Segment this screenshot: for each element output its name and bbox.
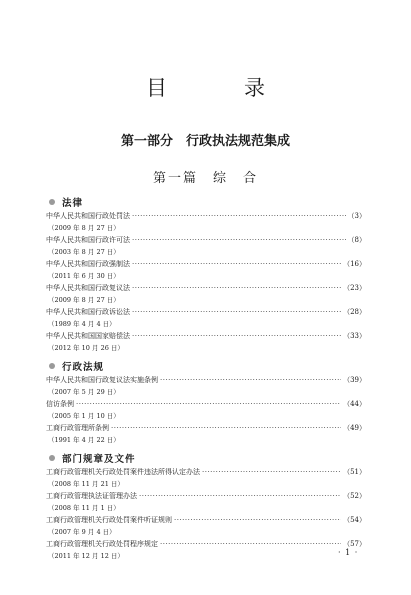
- toc-entry-date: （2003 年 8 月 27 日）: [48, 247, 120, 256]
- toc-entry-date: （2012 年 10 月 26 日）: [48, 343, 124, 352]
- page-title: 目 录: [146, 76, 293, 100]
- toc-entry[interactable]: [46, 330, 366, 343]
- toc-entry-page: （49）: [343, 424, 366, 432]
- toc-section: [46, 358, 366, 446]
- toc-entry-title: 工商行政管理机关行政处罚案件违法所得认定办法: [46, 468, 200, 476]
- toc-entry[interactable]: [46, 466, 366, 479]
- toc-entry-date: （2009 年 8 月 27 日）: [48, 223, 120, 232]
- toc-entry[interactable]: [46, 538, 366, 551]
- section-heading: [46, 194, 366, 210]
- toc-entry[interactable]: [46, 422, 366, 435]
- toc-entry[interactable]: [46, 374, 366, 387]
- toc-entry-title: 中华人民共和国行政强制法: [46, 260, 130, 268]
- page-number: · 1 ·: [338, 548, 359, 557]
- toc-entry-page: （54）: [343, 516, 366, 524]
- section-heading-text: 部门规章及文件: [62, 454, 136, 465]
- toc-entry-page: （57）: [343, 540, 366, 548]
- toc-entry-page: （28）: [343, 308, 366, 316]
- toc-entry-title: 中华人民共和国行政诉讼法: [46, 308, 130, 316]
- toc-entry-title: 中华人民共和国国家赔偿法: [46, 332, 130, 340]
- dot-leader: [160, 538, 341, 551]
- chapter-title: 第一篇 综 合: [152, 171, 258, 186]
- dot-leader: [132, 234, 346, 247]
- toc-entry-date: （2009 年 8 月 27 日）: [48, 295, 120, 304]
- part-title: 第一部分 行政执法规范集成: [120, 134, 290, 149]
- bullet-icon: [49, 455, 55, 461]
- bullet-icon: [49, 199, 55, 205]
- toc-entry-title: 工商行政管理机关行政处罚案件听证规则: [46, 516, 172, 524]
- toc-entry-title: 中华人民共和国行政复议法: [46, 284, 130, 292]
- dot-leader: [132, 282, 341, 295]
- toc-entry-date: （2008 年 11 月 21 日）: [48, 479, 124, 488]
- toc-entry-page: （3）: [347, 212, 366, 220]
- toc-section: [46, 450, 366, 562]
- toc-entry-page: （52）: [343, 492, 366, 500]
- toc-entry-title: 工商行政管理所条例: [46, 424, 109, 432]
- toc-entry-date: （1991 年 4 月 22 日）: [48, 435, 120, 444]
- toc-entry-title: 信访条例: [46, 400, 74, 408]
- toc-entry-title: 中华人民共和国行政许可法: [46, 236, 130, 244]
- toc-entry[interactable]: [46, 234, 366, 247]
- toc-entry-page: （8）: [347, 236, 366, 244]
- section-heading: [46, 358, 366, 374]
- section-heading-text: 法律: [62, 198, 84, 209]
- toc-entry-title: 工商行政管理机关行政处罚程序规定: [46, 540, 158, 548]
- dot-leader: [202, 466, 341, 479]
- toc-list: [46, 190, 366, 562]
- toc-entry-page: （33）: [343, 332, 366, 340]
- toc-entry[interactable]: [46, 210, 366, 223]
- toc-entry[interactable]: [46, 306, 366, 319]
- dot-leader: [132, 258, 341, 271]
- dot-leader: [139, 490, 341, 503]
- toc-section: [46, 194, 366, 354]
- toc-entry-date: （2008 年 11 月 1 日）: [48, 503, 120, 512]
- toc-entry[interactable]: [46, 398, 366, 411]
- toc-entry-date: （2005 年 1 月 10 日）: [48, 411, 120, 420]
- toc-entry-date: （1989 年 4 月 4 日）: [48, 319, 116, 328]
- toc-entry[interactable]: [46, 282, 366, 295]
- dot-leader: [160, 374, 341, 387]
- toc-entry-title: 中华人民共和国行政处罚法: [46, 212, 130, 220]
- toc-entry-title: 中华人民共和国行政复议法实施条例: [46, 376, 158, 384]
- bullet-icon: [49, 363, 55, 369]
- dot-leader: [132, 210, 346, 223]
- toc-entry-date: （2007 年 5 月 29 日）: [48, 387, 120, 396]
- toc-entry-page: （44）: [343, 400, 366, 408]
- toc-entry[interactable]: [46, 514, 366, 527]
- dot-leader: [174, 514, 341, 527]
- toc-entry-date: （2011 年 6 月 30 日）: [48, 271, 120, 280]
- dot-leader: [132, 306, 341, 319]
- toc-entry-page: （51）: [343, 468, 366, 476]
- toc-entry-page: （23）: [343, 284, 366, 292]
- section-heading: [46, 450, 366, 466]
- dot-leader: [76, 398, 341, 411]
- dot-leader: [132, 330, 341, 343]
- toc-entry-page: （39）: [343, 376, 366, 384]
- dot-leader: [111, 422, 341, 435]
- toc-entry-date: （2011 年 12 月 12 日）: [48, 551, 124, 560]
- toc-entry-title: 工商行政管理执法证管理办法: [46, 492, 137, 500]
- toc-entry-date: （2007 年 9 月 4 日）: [48, 527, 116, 536]
- toc-entry-page: （16）: [343, 260, 366, 268]
- section-heading-text: 行政法规: [62, 362, 105, 373]
- toc-entry[interactable]: [46, 258, 366, 271]
- toc-entry[interactable]: [46, 490, 366, 503]
